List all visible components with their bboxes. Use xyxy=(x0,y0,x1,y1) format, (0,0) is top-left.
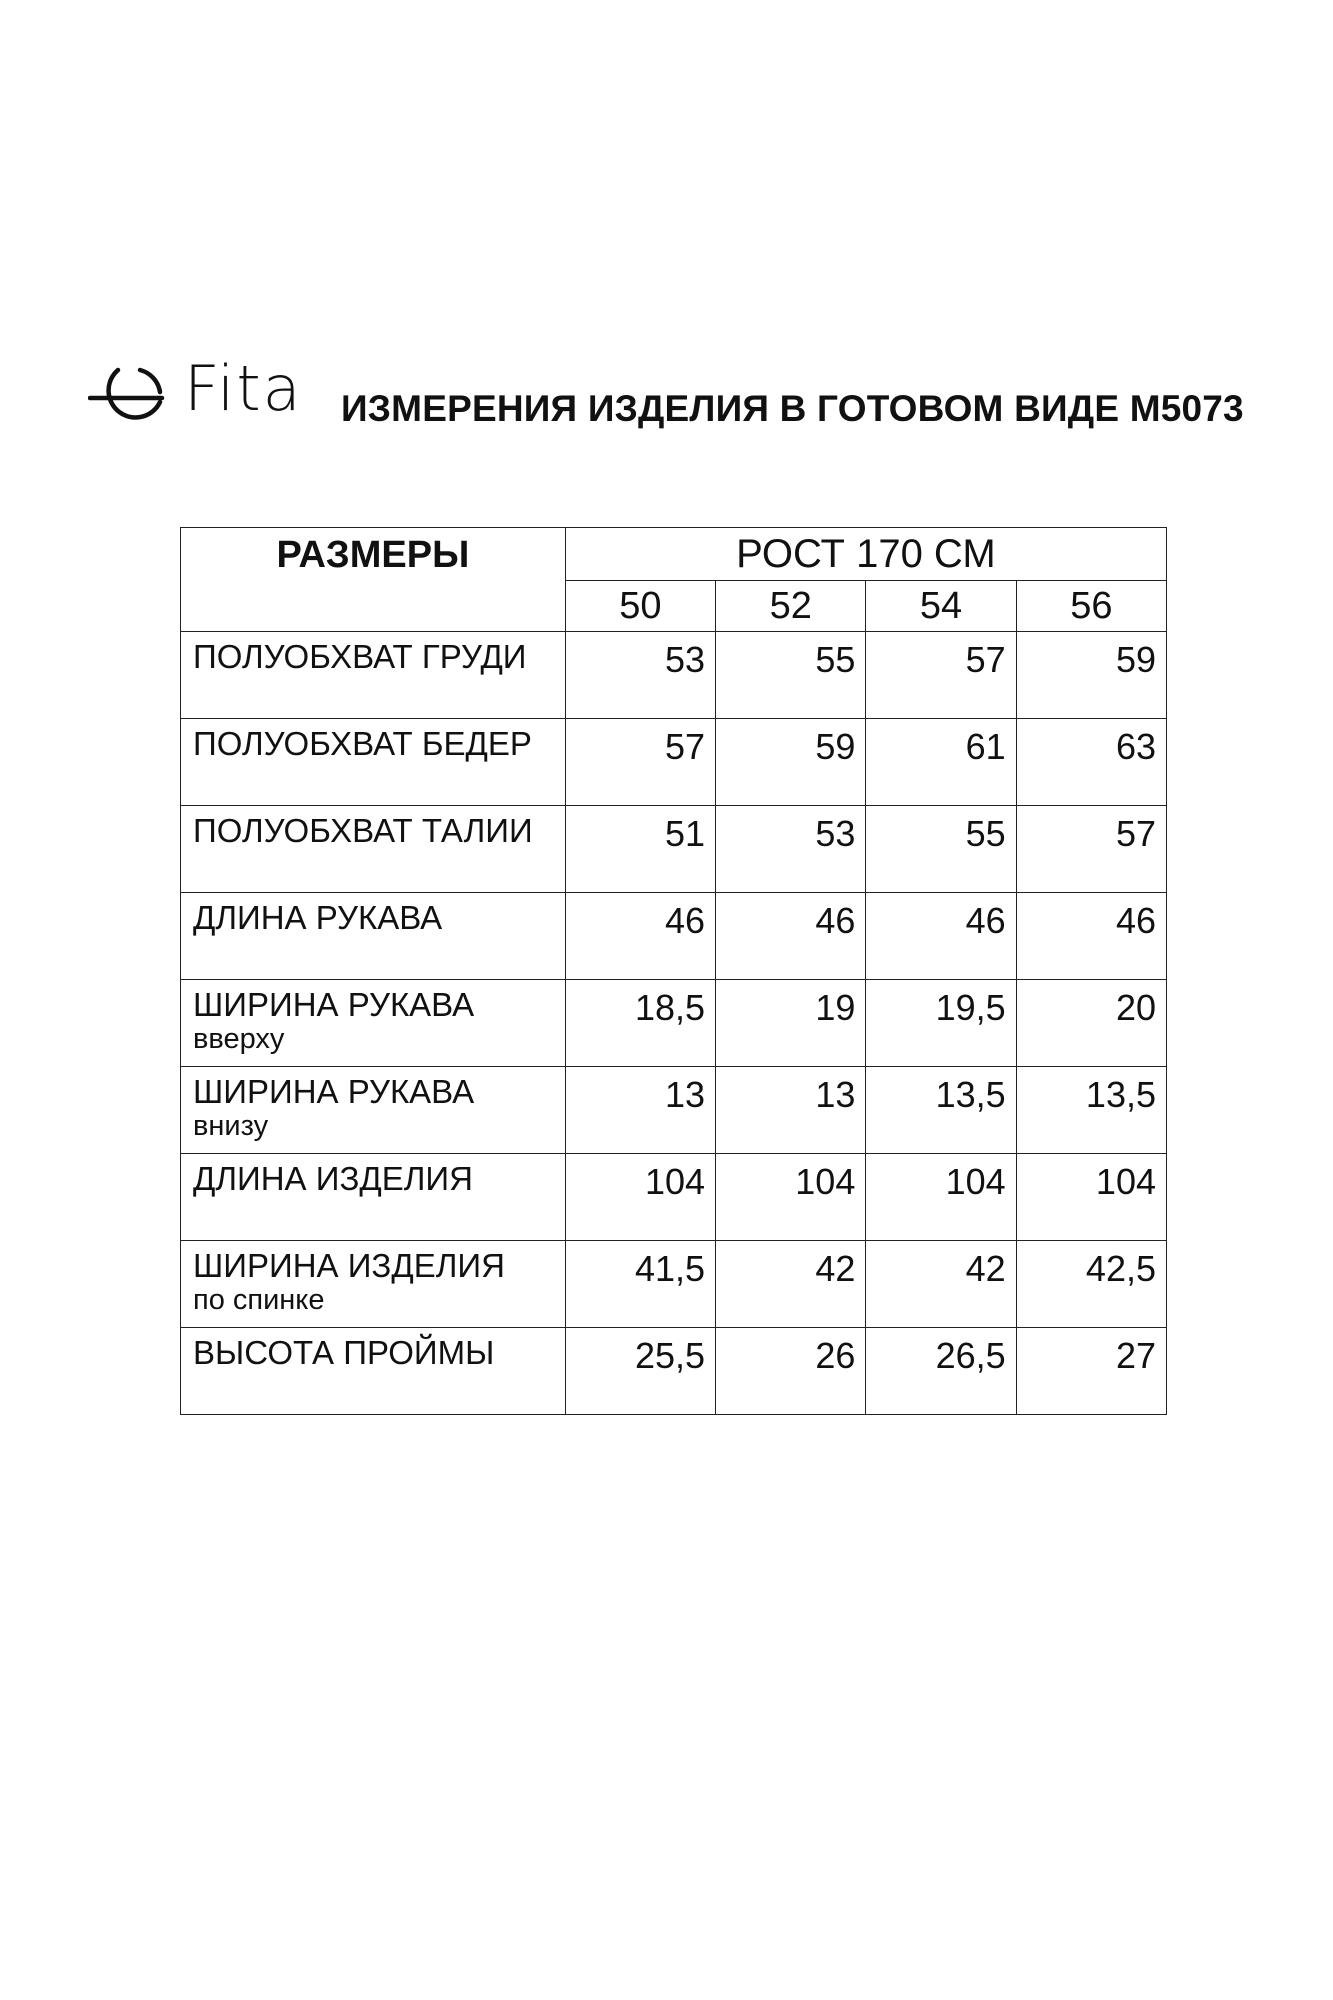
measurement-label-cell xyxy=(181,893,566,980)
measurement-value: 13 xyxy=(565,1067,715,1154)
size-measurements-table xyxy=(180,527,1167,1415)
measurement-label: ПОЛУОБХВАТ ТАЛИИ xyxy=(193,812,533,849)
logo-text: Fita xyxy=(184,352,303,425)
measurement-value: 13,5 xyxy=(1016,1067,1166,1154)
measurement-value: 18,5 xyxy=(565,980,715,1067)
measurement-value: 55 xyxy=(716,632,866,719)
measurement-label-cell xyxy=(181,1328,566,1415)
table-row xyxy=(181,719,1167,806)
table-row xyxy=(181,632,1167,719)
measurement-value: 26 xyxy=(716,1328,866,1415)
measurement-label-cell xyxy=(181,806,566,893)
measurement-label: ДЛИНА РУКАВА xyxy=(193,899,443,936)
measurement-value: 59 xyxy=(716,719,866,806)
measurement-value: 53 xyxy=(565,632,715,719)
measurement-value: 41,5 xyxy=(565,1241,715,1328)
brand-logo xyxy=(88,352,328,432)
measurement-value: 104 xyxy=(565,1154,715,1241)
measurement-value: 104 xyxy=(716,1154,866,1241)
measurement-value: 57 xyxy=(1016,806,1166,893)
sizes-header: РАЗМЕРЫ xyxy=(181,528,566,632)
height-header: РОСТ 170 СМ xyxy=(565,528,1166,581)
measurement-sublabel: внизу xyxy=(193,1110,269,1142)
measurement-value: 25,5 xyxy=(565,1328,715,1415)
measurement-value: 55 xyxy=(866,806,1016,893)
measurement-label-cell xyxy=(181,719,566,806)
page-header xyxy=(88,352,1288,452)
measurement-value: 63 xyxy=(1016,719,1166,806)
measurement-value: 46 xyxy=(1016,893,1166,980)
table-row xyxy=(181,1241,1167,1328)
measurement-value: 42 xyxy=(866,1241,1016,1328)
table-row xyxy=(181,1154,1167,1241)
table-row xyxy=(181,806,1167,893)
measurement-label: ПОЛУОБХВАТ ГРУДИ xyxy=(193,638,527,675)
measurement-value: 42,5 xyxy=(1016,1241,1166,1328)
measurement-sublabel: по спинке xyxy=(193,1284,325,1316)
measurement-label-cell xyxy=(181,980,566,1067)
measurement-value: 104 xyxy=(1016,1154,1166,1241)
table-row xyxy=(181,980,1167,1067)
measurement-value: 53 xyxy=(716,806,866,893)
measurement-value: 42 xyxy=(716,1241,866,1328)
measurement-value: 51 xyxy=(565,806,715,893)
measurement-value: 13,5 xyxy=(866,1067,1016,1154)
measurement-label-cell xyxy=(181,632,566,719)
measurement-value: 46 xyxy=(716,893,866,980)
table-row xyxy=(181,1067,1167,1154)
measurement-label: ШИРИНА РУКАВА xyxy=(193,1073,475,1110)
size-column-header: 50 xyxy=(565,581,715,632)
measurement-label: ДЛИНА ИЗДЕЛИЯ xyxy=(193,1160,473,1197)
measurement-value: 19,5 xyxy=(866,980,1016,1067)
measurement-value: 57 xyxy=(866,632,1016,719)
measurement-value: 57 xyxy=(565,719,715,806)
measurement-value: 46 xyxy=(565,893,715,980)
measurement-value: 27 xyxy=(1016,1328,1166,1415)
measurement-label: ПОЛУОБХВАТ БЕДЕР xyxy=(193,725,532,762)
measurement-value: 26,5 xyxy=(866,1328,1016,1415)
measurement-value: 13 xyxy=(716,1067,866,1154)
measurement-sublabel: вверху xyxy=(193,1023,285,1055)
size-column-header: 54 xyxy=(866,581,1016,632)
measurement-value: 19 xyxy=(716,980,866,1067)
document-title: ИЗМЕРЕНИЯ ИЗДЕЛИЯ В ГОТОВОМ ВИДЕ М5073 xyxy=(341,388,1244,429)
measurement-label: ШИРИНА ИЗДЕЛИЯ xyxy=(193,1247,505,1284)
measurement-label-cell xyxy=(181,1154,566,1241)
measurement-value: 104 xyxy=(866,1154,1016,1241)
measurement-value: 46 xyxy=(866,893,1016,980)
size-column-header: 56 xyxy=(1016,581,1166,632)
measurement-value: 59 xyxy=(1016,632,1166,719)
measurement-label-cell xyxy=(181,1067,566,1154)
measurement-value: 20 xyxy=(1016,980,1166,1067)
measurement-label: ВЫСОТА ПРОЙМЫ xyxy=(193,1334,495,1371)
measurement-label: ШИРИНА РУКАВА xyxy=(193,986,475,1023)
fita-theta-icon xyxy=(88,362,178,432)
size-column-header: 52 xyxy=(716,581,866,632)
table-row xyxy=(181,893,1167,980)
table-header-row xyxy=(181,528,1167,581)
measurement-value: 61 xyxy=(866,719,1016,806)
measurement-label-cell xyxy=(181,1241,566,1328)
table-row xyxy=(181,1328,1167,1415)
